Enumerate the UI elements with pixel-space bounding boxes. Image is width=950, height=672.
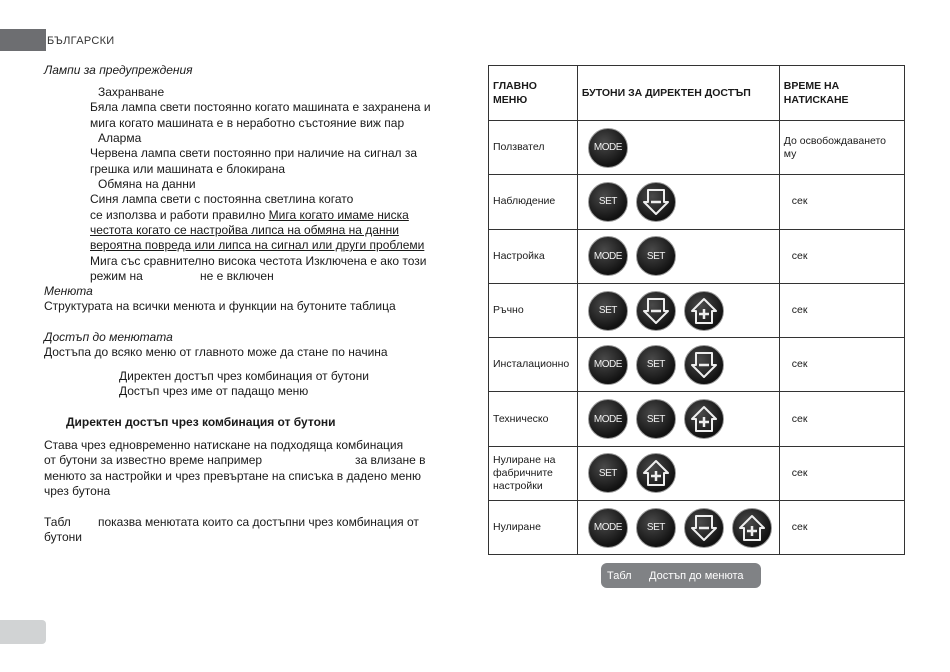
plus-up-arrow-icon xyxy=(636,453,676,493)
data-line-1: Синя лампа свети с постоянна светлина когато xyxy=(90,192,354,206)
menu-name-cell: Техническо xyxy=(489,392,578,446)
direct-line-4: чрез бутона xyxy=(44,484,111,498)
table-row xyxy=(489,501,905,555)
table-ref-a: Табл xyxy=(44,515,71,529)
section-title-warning-lamps: Лампи за предупреждения xyxy=(44,63,193,77)
button-combination xyxy=(582,345,775,385)
minus-down-arrow-icon xyxy=(636,291,676,331)
press-time-cell: сек xyxy=(779,501,904,555)
buttons-cell xyxy=(577,283,779,337)
direct-access-heading: Директен достъп чрез комбинация от бутони xyxy=(66,415,336,429)
header-press-time: ВРЕМЕ НА НАТИСКАНЕ xyxy=(779,66,904,121)
set-button-icon: SET xyxy=(636,399,676,439)
data-line-5: Мига със сравнително висока честота Изключена е ако този xyxy=(90,254,427,268)
menu-name-cell: Ползвател xyxy=(489,121,578,175)
data-line-6b: не е включен xyxy=(200,269,274,283)
buttons-cell xyxy=(577,229,779,283)
table-row xyxy=(489,121,905,175)
press-time-cell: сек xyxy=(779,175,904,229)
mode-button-icon: MODE xyxy=(588,236,628,276)
set-button-icon: SET xyxy=(636,345,676,385)
plus-up-arrow-icon xyxy=(684,399,724,439)
data-line-2-underlined: Мига когато имаме ниска xyxy=(268,208,409,222)
caption-table-label: Табл xyxy=(607,569,632,582)
set-button-icon: SET xyxy=(588,291,628,331)
data-line-4: вероятна повреда или липса на сигнал или други проблеми xyxy=(90,238,425,252)
menu-name-cell: Наблюдение xyxy=(489,175,578,229)
table-row xyxy=(489,175,905,229)
direct-line-3: менюто за настройки и чрез превъртане на списъка в дадено меню xyxy=(44,469,422,483)
table-header-row xyxy=(489,66,905,121)
caption-title: Достъп до менюта xyxy=(649,569,744,582)
section-title-menu-access: Достъп до менютата xyxy=(44,330,173,344)
table-ref-c: бутони xyxy=(44,530,82,544)
direct-line-1: Става чрез едновременно натискане на подходяща комбинация xyxy=(44,438,404,452)
button-combination xyxy=(582,128,775,168)
power-label: Захранване xyxy=(98,85,165,99)
data-line-2-plain: се използва и работи правилно xyxy=(90,208,269,222)
press-time-cell: сек xyxy=(779,283,904,337)
table-row xyxy=(489,446,905,500)
press-time-cell: сек xyxy=(779,392,904,446)
set-button-icon: SET xyxy=(636,236,676,276)
menu-name-cell: Инсталационно xyxy=(489,338,578,392)
header-direct-buttons: БУТОНИ ЗА ДИРЕКТЕН ДОСТЪП xyxy=(577,66,779,121)
table-row xyxy=(489,392,905,446)
table-ref-b: показва менютата които са достъпни чрез комбинация от xyxy=(98,515,419,529)
button-combination xyxy=(582,508,775,548)
data-exchange-label: Обмяна на данни xyxy=(98,177,196,191)
button-combination xyxy=(582,399,775,439)
alarm-label: Аларма xyxy=(98,131,142,145)
buttons-cell xyxy=(577,501,779,555)
direct-line-2a: от бутони за известно време например xyxy=(44,453,263,467)
mode-button-icon: MODE xyxy=(588,345,628,385)
access-text: Достъпа до всяко меню от главното може да стане по начина xyxy=(44,345,388,359)
minus-down-arrow-icon xyxy=(636,182,676,222)
page-corner-tab xyxy=(0,620,46,644)
minus-down-arrow-icon xyxy=(684,345,724,385)
button-combination xyxy=(582,453,775,493)
header-main-menu: ГЛАВНО МЕНЮ xyxy=(489,66,578,121)
table-row xyxy=(489,229,905,283)
press-time-cell: сек xyxy=(779,446,904,500)
table-row xyxy=(489,283,905,337)
mode-button-icon: MODE xyxy=(588,128,628,168)
menu-name-cell: Нулиране на фабричните настройки xyxy=(489,446,578,500)
set-button-icon: SET xyxy=(588,182,628,222)
direct-access-table xyxy=(488,65,905,555)
direct-line-2b: за влизане в xyxy=(355,453,426,467)
section-title-menus: Менюта xyxy=(44,284,93,298)
minus-down-arrow-icon xyxy=(684,508,724,548)
access-option-1: Директен достъп чрез комбинация от бутони xyxy=(119,369,369,383)
plus-up-arrow-icon xyxy=(684,291,724,331)
mode-button-icon: MODE xyxy=(588,508,628,548)
table-caption xyxy=(601,563,761,588)
mode-button-icon: MODE xyxy=(588,399,628,439)
data-line-2 xyxy=(90,208,409,223)
power-line-2: мига когато машината е в неработно състояние виж пар xyxy=(90,116,405,130)
language-label: БЪЛГАРСКИ xyxy=(47,35,115,47)
button-combination xyxy=(582,236,775,276)
buttons-cell xyxy=(577,446,779,500)
menu-name-cell: Настройка xyxy=(489,229,578,283)
button-combination xyxy=(582,291,775,331)
press-time-cell: сек xyxy=(779,338,904,392)
menu-name-cell: Нулиране xyxy=(489,501,578,555)
press-time-cell: До освобождаването му xyxy=(779,121,904,175)
power-line-1: Бяла лампа свети постоянно когато машината е захранена и xyxy=(90,100,431,114)
buttons-cell xyxy=(577,392,779,446)
table-row xyxy=(489,338,905,392)
press-time-cell: сек xyxy=(779,229,904,283)
alarm-line-1: Червена лампа свети постоянно при наличие на сигнал за xyxy=(90,146,418,160)
buttons-cell xyxy=(577,121,779,175)
language-tab-marker xyxy=(0,29,46,51)
alarm-line-2: грешка или машината е блокирана xyxy=(90,162,286,176)
data-line-3: честота когато се настройва липса на обмяна на данни xyxy=(90,223,399,237)
set-button-icon: SET xyxy=(636,508,676,548)
menus-text: Структурата на всички менюта и функции на бутоните таблица xyxy=(44,299,396,313)
set-button-icon: SET xyxy=(588,453,628,493)
menu-name-cell: Ръчно xyxy=(489,283,578,337)
plus-up-arrow-icon xyxy=(732,508,772,548)
buttons-cell xyxy=(577,338,779,392)
buttons-cell xyxy=(577,175,779,229)
button-combination xyxy=(582,182,775,222)
data-line-6a: режим на xyxy=(90,269,143,283)
access-option-2: Достъп чрез име от падащо меню xyxy=(119,384,309,398)
